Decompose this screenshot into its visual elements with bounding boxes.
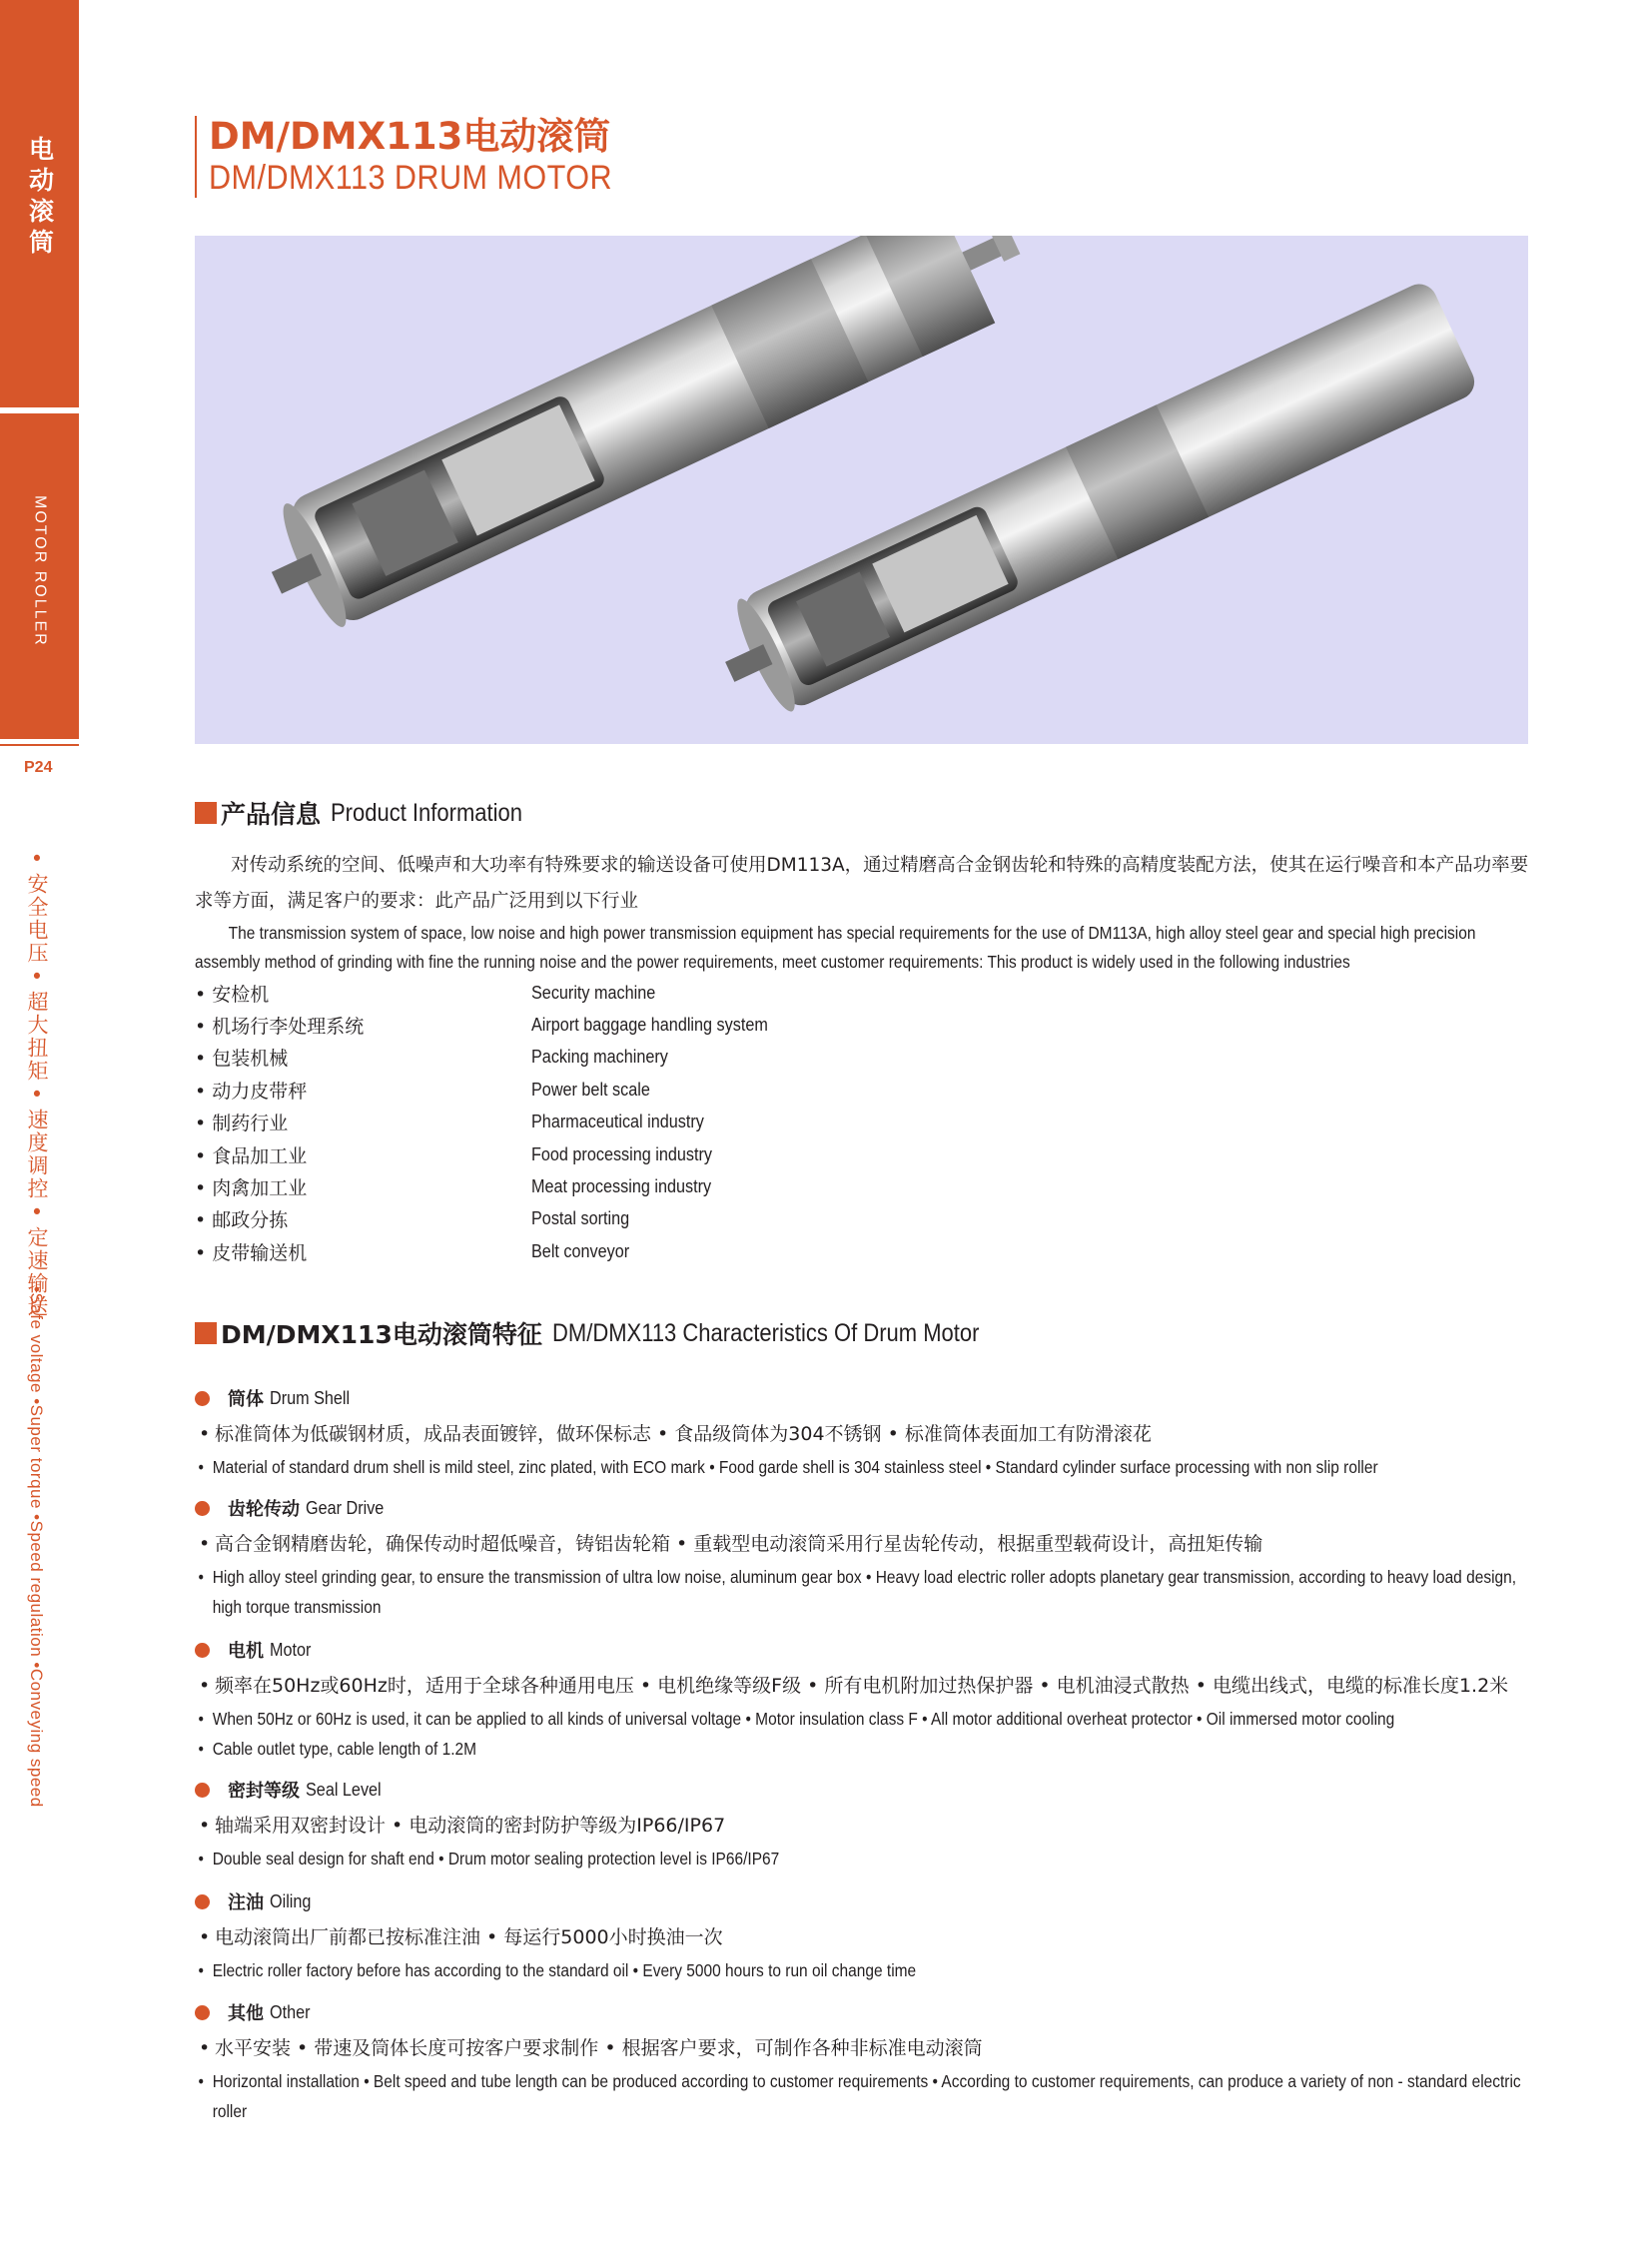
feature-other <box>195 1996 1533 2126</box>
title-cn: DM/DMX113电动滚筒 <box>209 115 611 158</box>
list-item: • 制药行业 Pharmaceutical industry <box>195 1107 1194 1138</box>
feature-heading: 齿轮传动 Gear Drive <box>195 1492 1533 1524</box>
feature-text-cn: • 水平安装 • 带速及筒体长度可按客户要求制作 • 根据客户要求，可制作各种非标准电动滚筒 <box>195 2030 1533 2066</box>
feature-heading: 其他 Other <box>195 1996 1533 2028</box>
feature-gear-drive <box>195 1492 1533 1622</box>
bullet-dot-icon <box>195 1643 210 1658</box>
drum-motor-illustration <box>195 236 1528 744</box>
bullet-dot-icon <box>195 2005 210 2020</box>
list-item: • 动力皮带秤 Power belt scale <box>195 1074 1194 1106</box>
list-item: • 肉禽加工业 Meat processing industry <box>195 1170 1194 1202</box>
feature-text-en: • Double seal design for shaft end • Drum motor sealing protection level is IP66/IP67 <box>195 1844 1547 1873</box>
section-marker <box>195 1322 217 1344</box>
section-marker <box>195 802 217 824</box>
bullet-dot-icon <box>195 1391 210 1406</box>
feature-list-cn: •安全电压•超大扭矩•速度调控•定速输送 <box>25 847 49 1318</box>
bullet-dot-icon <box>195 1783 210 1798</box>
feature-text-en: • High alloy steel grinding gear, to ensure the transmission of ultra low noise, aluminum gear box • Heavy load electric roller adopts planetary gear transmission, according to heavy load design, high torque transmission <box>195 1562 1547 1622</box>
feature-text-en: • Material of standard drum shell is mild steel, zinc plated, with ECO mark • Food garde shell is 304 stainless steel • Standard cylinder surface processing with non slip roller <box>195 1452 1547 1482</box>
list-item: • 安检机 Security machine <box>195 977 1194 1009</box>
feature-text-en-2: • Cable outlet type, cable length of 1.2M <box>195 1734 1547 1764</box>
feature-text-cn: • 标准筒体为低碳钢材质，成品表面镀锌，做环保标志 • 食品级筒体为304不锈钢 • 标准筒体表面加工有防滑滚花 <box>195 1416 1533 1452</box>
feature-text-en: • Electric roller factory before has according to the standard oil • Every 5000 hours to run oil change time <box>195 1955 1547 1985</box>
feature-heading: 筒体 Drum Shell <box>195 1382 1533 1414</box>
list-item: • 邮政分拣 Postal sorting <box>195 1203 1194 1235</box>
feature-text-en: • Horizontal installation • Belt speed and tube length can be produced according to customer requirements • According to customer requirements, can produce a variety of non - standard electric roller <box>195 2066 1547 2126</box>
section-title-en: Product Information <box>331 798 523 827</box>
intro-paragraph-cn: 对传动系统的空间、低噪声和大功率有特殊要求的输送设备可使用DM113A，通过精磨高合金钢齿轮和特殊的高精度装配方法，使其在运行噪音和本产品功率要求等方面，满足客户的要求：此产品广泛用到以下行业 <box>195 855 1529 912</box>
page-number: P24 <box>24 759 53 776</box>
list-item: • 食品加工业 Food processing industry <box>195 1138 1194 1170</box>
category-tab-en: MOTOR ROLLER <box>0 413 79 739</box>
feature-seal-level <box>195 1774 1533 1873</box>
feature-motor <box>195 1634 1533 1764</box>
feature-text-cn: • 频率在50Hz或60Hz时，适用于全球各种通用电压 • 电机绝缘等级F级 • 所有电机附加过热保护器 • 电机油浸式散热 • 电缆出线式，电缆的标准长度1.2米 <box>195 1668 1533 1704</box>
intro-paragraph-en: The transmission system of space, low noise and high power transmission equipment has special requirements for the use of DM113A, high alloy steel gear and special high precision assembly method of grinding with fine the running noise and the power requirements, meet customer requirements: This product is widely used in the following industries <box>195 923 1476 972</box>
feature-text-cn: • 电动滚筒出厂前都已按标准注油 • 每运行5000小时换油一次 <box>195 1919 1533 1955</box>
feature-text-cn: • 高合金钢精磨齿轮，确保传动时超低噪音，铸铝齿轮箱 • 重载型电动滚筒采用行星齿轮传动，根据重型载荷设计，高扭矩传输 <box>195 1526 1533 1562</box>
feature-heading: 注油 Oiling <box>195 1885 1533 1917</box>
section-product-info <box>195 795 548 831</box>
feature-oiling <box>195 1885 1533 1985</box>
feature-heading: 电机 Motor <box>195 1634 1533 1666</box>
section-title-cn: DM/DMX113电动滚筒特征 <box>221 1320 542 1349</box>
section-title-en: DM/DMX113 Characteristics Of Drum Motor <box>551 1318 980 1347</box>
category-tab-cn: 电动滚筒 <box>0 0 79 407</box>
feature-text-en: • When 50Hz or 60Hz is used, it can be applied to all kinds of universal voltage • Motor insulation class F • All motor additional overheat protector • Oil immersed motor cooling <box>195 1704 1547 1734</box>
sidebar <box>0 0 79 2241</box>
feature-text-cn: • 轴端采用双密封设计 • 电动滚筒的密封防护等级为IP66/IP67 <box>195 1808 1533 1844</box>
list-item: • 皮带输送机 Belt conveyor <box>195 1235 1194 1267</box>
feature-drum-shell <box>195 1382 1533 1482</box>
page-title <box>195 116 657 198</box>
product-photo <box>195 236 1528 744</box>
feature-list-en: •Safe voltage •Super torque •Speed regulation •Conveying speed <box>27 1286 46 1808</box>
section-characteristics <box>195 1315 1038 1351</box>
bullet-dot-icon <box>195 1894 210 1909</box>
sidebar-divider <box>0 744 79 746</box>
title-en: DM/DMX113 DRUM MOTOR <box>209 159 613 197</box>
list-item: • 包装机械 Packing machinery <box>195 1042 1194 1074</box>
list-item: • 机场行李处理系统 Airport baggage handling system <box>195 1009 1194 1041</box>
section-title-cn: 产品信息 <box>221 800 322 829</box>
feature-heading: 密封等级 Seal Level <box>195 1774 1533 1806</box>
industry-list <box>195 977 1194 1268</box>
bullet-dot-icon <box>195 1501 210 1516</box>
